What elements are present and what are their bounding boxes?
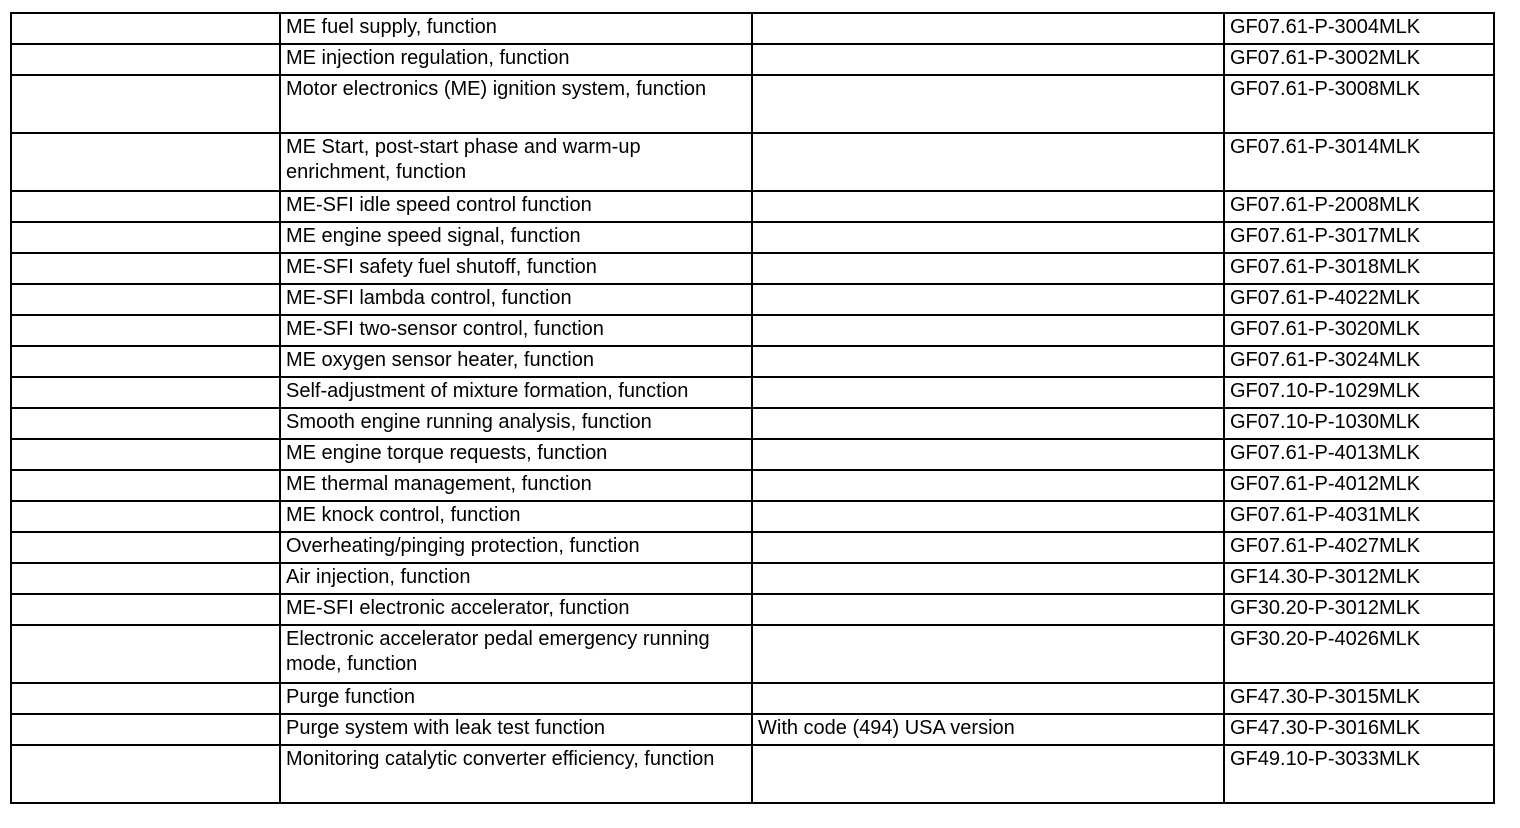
blank-cell: [11, 501, 280, 532]
note-cell: [752, 594, 1224, 625]
note-cell: [752, 346, 1224, 377]
table-row: [11, 408, 1494, 439]
document-code-cell: GF07.61-P-3014MLK: [1224, 133, 1494, 191]
table-row: [11, 470, 1494, 501]
table-row: [11, 625, 1494, 683]
document-code-cell: GF07.61-P-3024MLK: [1224, 346, 1494, 377]
function-title-cell: Purge system with leak test function: [280, 714, 752, 745]
table-row: [11, 284, 1494, 315]
table-row: [11, 191, 1494, 222]
document-code-cell: GF30.20-P-4026MLK: [1224, 625, 1494, 683]
blank-cell: [11, 532, 280, 563]
function-title-cell: ME thermal management, function: [280, 470, 752, 501]
table-row: [11, 13, 1494, 44]
document-code-cell: GF47.30-P-3016MLK: [1224, 714, 1494, 745]
document-code-cell: GF07.61-P-4013MLK: [1224, 439, 1494, 470]
table-row: [11, 683, 1494, 714]
blank-cell: [11, 470, 280, 501]
function-title-cell: Motor electronics (ME) ignition system, function: [280, 75, 752, 133]
document-code-cell: GF47.30-P-3015MLK: [1224, 683, 1494, 714]
blank-cell: [11, 191, 280, 222]
blank-cell: [11, 563, 280, 594]
document-code-cell: GF07.61-P-4027MLK: [1224, 532, 1494, 563]
blank-cell: [11, 315, 280, 346]
function-title-cell: ME-SFI electronic accelerator, function: [280, 594, 752, 625]
blank-cell: [11, 625, 280, 683]
note-cell: [752, 13, 1224, 44]
note-cell: [752, 44, 1224, 75]
function-title-cell: ME-SFI two-sensor control, function: [280, 315, 752, 346]
note-cell: With code (494) USA version: [752, 714, 1224, 745]
note-cell: [752, 222, 1224, 253]
table-body: [11, 13, 1494, 803]
blank-cell: [11, 594, 280, 625]
document-code-cell: GF07.61-P-3018MLK: [1224, 253, 1494, 284]
function-title-cell: ME Start, post-start phase and warm-up enrichment, function: [280, 133, 752, 191]
function-title-cell: Purge function: [280, 683, 752, 714]
function-title-cell: ME injection regulation, function: [280, 44, 752, 75]
function-title-cell: ME engine torque requests, function: [280, 439, 752, 470]
note-cell: [752, 745, 1224, 803]
note-cell: [752, 284, 1224, 315]
function-title-cell: Electronic accelerator pedal emergency running mode, function: [280, 625, 752, 683]
blank-cell: [11, 44, 280, 75]
function-title-cell: ME-SFI safety fuel shutoff, function: [280, 253, 752, 284]
table-row: [11, 532, 1494, 563]
blank-cell: [11, 13, 280, 44]
function-title-cell: Overheating/pinging protection, function: [280, 532, 752, 563]
table-row: [11, 439, 1494, 470]
note-cell: [752, 75, 1224, 133]
function-title-cell: Smooth engine running analysis, function: [280, 408, 752, 439]
note-cell: [752, 625, 1224, 683]
note-cell: [752, 133, 1224, 191]
function-title-cell: ME-SFI lambda control, function: [280, 284, 752, 315]
document-code-cell: GF07.61-P-4022MLK: [1224, 284, 1494, 315]
document-code-cell: GF07.61-P-3002MLK: [1224, 44, 1494, 75]
table-row: [11, 75, 1494, 133]
blank-cell: [11, 439, 280, 470]
note-cell: [752, 408, 1224, 439]
table-row: [11, 44, 1494, 75]
blank-cell: [11, 222, 280, 253]
table-row: [11, 563, 1494, 594]
table-row: [11, 714, 1494, 745]
blank-cell: [11, 745, 280, 803]
function-title-cell: ME engine speed signal, function: [280, 222, 752, 253]
note-cell: [752, 191, 1224, 222]
note-cell: [752, 253, 1224, 284]
table-row: [11, 501, 1494, 532]
blank-cell: [11, 346, 280, 377]
function-title-cell: Air injection, function: [280, 563, 752, 594]
blank-cell: [11, 408, 280, 439]
note-cell: [752, 315, 1224, 346]
function-title-cell: ME oxygen sensor heater, function: [280, 346, 752, 377]
table-row: [11, 133, 1494, 191]
document-code-cell: GF07.10-P-1030MLK: [1224, 408, 1494, 439]
document-code-cell: GF07.10-P-1029MLK: [1224, 377, 1494, 408]
note-cell: [752, 439, 1224, 470]
table-row: [11, 222, 1494, 253]
blank-cell: [11, 377, 280, 408]
table-row: [11, 594, 1494, 625]
blank-cell: [11, 133, 280, 191]
note-cell: [752, 683, 1224, 714]
note-cell: [752, 563, 1224, 594]
document-code-cell: GF07.61-P-4031MLK: [1224, 501, 1494, 532]
blank-cell: [11, 714, 280, 745]
blank-cell: [11, 75, 280, 133]
blank-cell: [11, 253, 280, 284]
document-code-cell: GF07.61-P-3008MLK: [1224, 75, 1494, 133]
note-cell: [752, 377, 1224, 408]
document-code-cell: GF49.10-P-3033MLK: [1224, 745, 1494, 803]
document-code-cell: GF30.20-P-3012MLK: [1224, 594, 1494, 625]
function-title-cell: Monitoring catalytic converter efficiency, function: [280, 745, 752, 803]
table-row: [11, 377, 1494, 408]
document-code-cell: GF07.61-P-3004MLK: [1224, 13, 1494, 44]
document-code-cell: GF07.61-P-2008MLK: [1224, 191, 1494, 222]
document-code-cell: GF07.61-P-4012MLK: [1224, 470, 1494, 501]
note-cell: [752, 501, 1224, 532]
blank-cell: [11, 683, 280, 714]
table-row: [11, 253, 1494, 284]
table-row: [11, 346, 1494, 377]
note-cell: [752, 470, 1224, 501]
table-row: [11, 745, 1494, 803]
table-row: [11, 315, 1494, 346]
function-title-cell: ME knock control, function: [280, 501, 752, 532]
blank-cell: [11, 284, 280, 315]
note-cell: [752, 532, 1224, 563]
function-reference-table: [10, 12, 1495, 804]
document-code-cell: GF07.61-P-3017MLK: [1224, 222, 1494, 253]
document-code-cell: GF14.30-P-3012MLK: [1224, 563, 1494, 594]
function-title-cell: ME fuel supply, function: [280, 13, 752, 44]
function-title-cell: Self-adjustment of mixture formation, function: [280, 377, 752, 408]
function-title-cell: ME-SFI idle speed control function: [280, 191, 752, 222]
document-code-cell: GF07.61-P-3020MLK: [1224, 315, 1494, 346]
